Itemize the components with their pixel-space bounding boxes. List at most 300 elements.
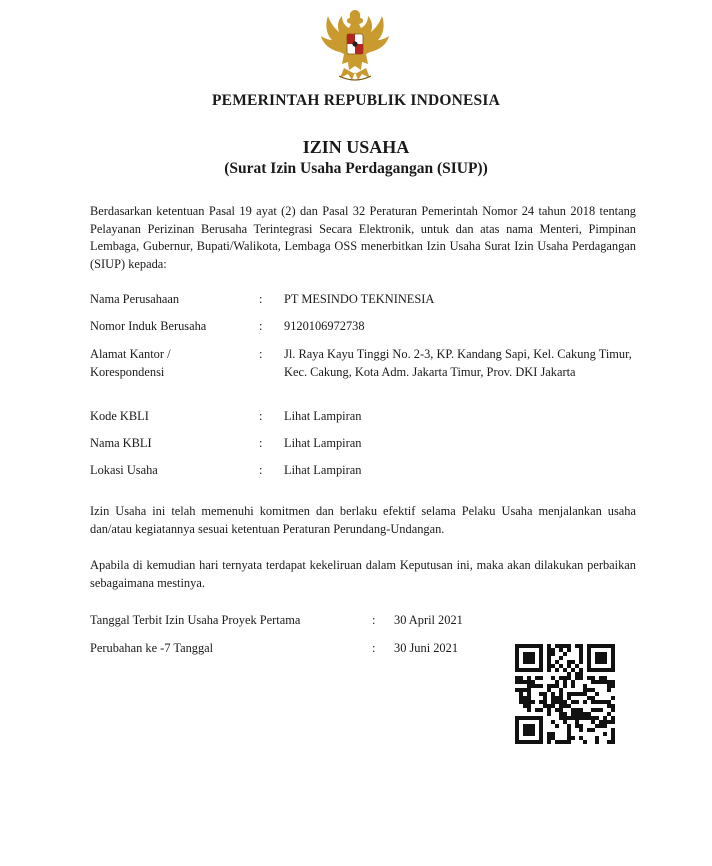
qr-module	[519, 700, 523, 704]
qr-module	[535, 740, 539, 744]
qr-module	[611, 660, 615, 664]
qr-module	[575, 664, 579, 668]
qr-module	[539, 652, 543, 656]
qr-module	[539, 656, 543, 660]
qr-module	[543, 700, 547, 704]
qr-module	[527, 728, 531, 732]
qr-module	[567, 736, 571, 740]
qr-module	[523, 644, 527, 648]
qr-module	[575, 716, 579, 720]
qr-module	[551, 676, 555, 680]
qr-module	[587, 728, 591, 732]
qr-module	[567, 660, 571, 664]
qr-module	[583, 692, 587, 696]
qr-module	[571, 680, 575, 684]
qr-module	[595, 692, 599, 696]
qr-module	[531, 716, 535, 720]
qr-module	[587, 668, 591, 672]
qr-module	[591, 700, 595, 704]
qr-module	[527, 684, 531, 688]
qr-module	[551, 692, 555, 696]
qr-module	[523, 704, 527, 708]
qr-module	[611, 656, 615, 660]
qr-module	[519, 696, 523, 700]
qr-module	[591, 688, 595, 692]
qr-module	[515, 656, 519, 660]
qr-module	[527, 696, 531, 700]
qr-module	[523, 652, 527, 656]
qr-module	[515, 648, 519, 652]
qr-module	[579, 708, 583, 712]
qr-module	[611, 680, 615, 684]
qr-module	[583, 688, 587, 692]
qr-module	[587, 688, 591, 692]
qr-module	[603, 656, 607, 660]
qr-module	[515, 716, 519, 720]
qr-module	[595, 700, 599, 704]
qr-module	[559, 644, 563, 648]
field-colon: :	[259, 347, 263, 361]
qr-module	[611, 684, 615, 688]
qr-module	[527, 708, 531, 712]
qr-module	[539, 716, 543, 720]
qr-module	[547, 656, 551, 660]
qr-module	[571, 716, 575, 720]
qr-module	[571, 708, 575, 712]
qr-module	[611, 668, 615, 672]
qr-module	[539, 660, 543, 664]
qr-module	[519, 716, 523, 720]
qr-module	[571, 668, 575, 672]
qr-module	[527, 704, 531, 708]
qr-module	[515, 668, 519, 672]
qr-module	[595, 740, 599, 744]
qr-module	[567, 740, 571, 744]
qr-module	[527, 716, 531, 720]
qr-module	[527, 680, 531, 684]
qr-module	[559, 676, 563, 680]
qr-module	[567, 724, 571, 728]
qr-module	[591, 720, 595, 724]
qr-module	[611, 720, 615, 724]
qr-module	[551, 696, 555, 700]
qr-module	[523, 680, 527, 684]
qr-module	[595, 680, 599, 684]
qr-module	[587, 656, 591, 660]
qr-module	[559, 712, 563, 716]
qr-module	[515, 660, 519, 664]
qr-module	[551, 648, 555, 652]
qr-module	[539, 708, 543, 712]
qr-module	[523, 716, 527, 720]
qr-module	[527, 660, 531, 664]
qr-module	[523, 740, 527, 744]
qr-module	[519, 740, 523, 744]
field-label: Alamat Kantor / Korespondensi	[90, 347, 171, 379]
qr-module	[603, 724, 607, 728]
qr-module	[531, 668, 535, 672]
field-colon: :	[259, 409, 263, 423]
qr-module	[579, 672, 583, 676]
qr-module	[587, 644, 591, 648]
qr-module	[571, 684, 575, 688]
qr-module	[603, 668, 607, 672]
qr-module	[567, 704, 571, 708]
qr-module	[551, 704, 555, 708]
qr-module	[591, 676, 595, 680]
qr-module	[563, 668, 567, 672]
qr-module	[599, 656, 603, 660]
qr-module	[603, 700, 607, 704]
qr-module	[523, 700, 527, 704]
qr-module	[515, 664, 519, 668]
qr-module	[559, 716, 563, 720]
qr-module	[551, 732, 555, 736]
qr-module	[551, 700, 555, 704]
qr-module	[611, 708, 615, 712]
qr-module	[579, 676, 583, 680]
date-colon: :	[372, 613, 376, 627]
qr-module	[531, 684, 535, 688]
qr-module	[599, 700, 603, 704]
qr-module	[515, 680, 519, 684]
qr-module	[559, 704, 563, 708]
field-label: Nama Perusahaan	[90, 292, 180, 306]
qr-module	[579, 652, 583, 656]
field-colon: :	[259, 319, 263, 333]
qr-module	[595, 656, 599, 660]
qr-module	[591, 680, 595, 684]
qr-module	[527, 700, 531, 704]
qr-module	[611, 644, 615, 648]
qr-module	[531, 652, 535, 656]
qr-module	[579, 716, 583, 720]
qr-module	[563, 712, 567, 716]
correction-paragraph: Apabila di kemudian hari ternyata terdapat kekeliruan dalam Keputusan ini, maka akan dilakukan perbaikan sebagaimana mestinya.	[90, 558, 636, 590]
qr-module	[595, 652, 599, 656]
qr-module	[567, 676, 571, 680]
qr-module	[559, 696, 563, 700]
qr-module	[535, 644, 539, 648]
qr-module	[591, 708, 595, 712]
qr-module	[575, 700, 579, 704]
qr-module	[539, 724, 543, 728]
qr-module	[519, 676, 523, 680]
qr-module	[575, 692, 579, 696]
field-label: Nama KBLI	[90, 436, 152, 450]
qr-module	[535, 684, 539, 688]
qr-module	[583, 716, 587, 720]
qr-module	[583, 712, 587, 716]
qr-module	[559, 692, 563, 696]
qr-module	[555, 700, 559, 704]
qr-module	[547, 736, 551, 740]
qr-module	[575, 720, 579, 724]
qr-module	[575, 712, 579, 716]
qr-module	[527, 740, 531, 744]
qr-module	[603, 644, 607, 648]
qr-module	[607, 684, 611, 688]
qr-module	[547, 704, 551, 708]
qr-module	[547, 688, 551, 692]
qr-module	[563, 644, 567, 648]
qr-module	[515, 652, 519, 656]
qr-module	[571, 660, 575, 664]
qr-module	[519, 668, 523, 672]
qr-module	[535, 668, 539, 672]
qr-module	[567, 728, 571, 732]
qr-module	[611, 716, 615, 720]
field-value: Jl. Raya Kayu Tinggi No. 2-3, KP. Kandang Sapi, Kel. Cakung Timur, Kec. Cakung, Kota Adm. Jakarta Timur, Prov. DKI Jakarta	[284, 347, 632, 379]
qr-module	[539, 732, 543, 736]
qr-module	[611, 696, 615, 700]
document-title: IZIN USAHA	[302, 137, 410, 157]
qr-module	[527, 656, 531, 660]
qr-module	[567, 648, 571, 652]
qr-module	[595, 736, 599, 740]
date-value: 30 Juni 2021	[394, 641, 459, 655]
qr-module	[539, 644, 543, 648]
qr-module	[579, 712, 583, 716]
qr-module	[547, 664, 551, 668]
qr-module	[559, 700, 563, 704]
qr-module	[599, 720, 603, 724]
qr-module	[583, 740, 587, 744]
qr-module	[611, 736, 615, 740]
qr-module	[539, 736, 543, 740]
qr-module	[575, 644, 579, 648]
qr-module	[563, 676, 567, 680]
qr-module	[567, 672, 571, 676]
qr-module	[595, 708, 599, 712]
qr-code-icon	[515, 643, 615, 745]
qr-module	[583, 700, 587, 704]
qr-module	[563, 700, 567, 704]
qr-module	[547, 712, 551, 716]
qr-module	[543, 696, 547, 700]
qr-module	[607, 688, 611, 692]
qr-module	[547, 652, 551, 656]
qr-module	[547, 660, 551, 664]
qr-module	[515, 644, 519, 648]
qr-module	[567, 716, 571, 720]
qr-module	[575, 676, 579, 680]
qr-module	[563, 716, 567, 720]
qr-module	[535, 716, 539, 720]
qr-module	[527, 676, 531, 680]
document-subtitle: (Surat Izin Usaha Perdagangan (SIUP))	[224, 160, 488, 177]
qr-module	[607, 668, 611, 672]
qr-module	[539, 676, 543, 680]
qr-module	[603, 652, 607, 656]
qr-module	[587, 712, 591, 716]
qr-module	[531, 740, 535, 744]
qr-module	[527, 668, 531, 672]
qr-module	[559, 740, 563, 744]
field-value: 9120106972738	[284, 319, 365, 333]
qr-module	[575, 724, 579, 728]
qr-module	[519, 644, 523, 648]
qr-module	[539, 700, 543, 704]
date-label: Perubahan ke -7 Tanggal	[90, 641, 214, 655]
qr-module	[563, 680, 567, 684]
qr-module	[555, 668, 559, 672]
qr-module	[551, 736, 555, 740]
qr-module	[547, 648, 551, 652]
qr-module	[567, 696, 571, 700]
qr-module	[559, 708, 563, 712]
qr-module	[519, 680, 523, 684]
qr-module	[539, 692, 543, 696]
qr-module	[587, 676, 591, 680]
date-value: 30 April 2021	[394, 613, 463, 627]
qr-module	[587, 660, 591, 664]
qr-module	[571, 692, 575, 696]
qr-module	[555, 660, 559, 664]
qr-module	[531, 724, 535, 728]
field-colon: :	[259, 436, 263, 450]
qr-module	[559, 688, 563, 692]
date-colon: :	[372, 641, 376, 655]
qr-module	[603, 680, 607, 684]
qr-module	[579, 728, 583, 732]
qr-module	[523, 660, 527, 664]
qr-module	[535, 676, 539, 680]
qr-module	[543, 692, 547, 696]
qr-module	[547, 684, 551, 688]
qr-module	[523, 696, 527, 700]
qr-module	[603, 660, 607, 664]
qr-module	[515, 728, 519, 732]
qr-module	[531, 656, 535, 660]
qr-module	[579, 644, 583, 648]
qr-module	[547, 708, 551, 712]
qr-module	[611, 732, 615, 736]
qr-module	[547, 668, 551, 672]
qr-module	[599, 708, 603, 712]
qr-module	[599, 680, 603, 684]
qr-module	[539, 728, 543, 732]
qr-module	[539, 740, 543, 744]
qr-module	[599, 676, 603, 680]
qr-module	[527, 692, 531, 696]
qr-module	[563, 704, 567, 708]
field-label: Nomor Induk Berusaha	[90, 319, 207, 333]
qr-module	[591, 696, 595, 700]
qr-module	[539, 668, 543, 672]
garuda-emblem-icon	[318, 6, 392, 84]
qr-module	[559, 656, 563, 660]
qr-module	[555, 740, 559, 744]
qr-module	[555, 708, 559, 712]
qr-module	[515, 740, 519, 744]
qr-module	[607, 680, 611, 684]
qr-module	[515, 724, 519, 728]
qr-module	[607, 740, 611, 744]
qr-module	[567, 732, 571, 736]
qr-module	[527, 688, 531, 692]
qr-module	[559, 664, 563, 668]
qr-module	[531, 700, 535, 704]
qr-module	[591, 644, 595, 648]
qr-module	[531, 660, 535, 664]
government-title: PEMERINTAH REPUBLIK INDONESIA	[212, 92, 500, 109]
qr-module	[587, 664, 591, 668]
field-colon: :	[259, 463, 263, 477]
qr-module	[579, 648, 583, 652]
qr-module	[555, 644, 559, 648]
qr-module	[607, 720, 611, 724]
qr-module	[587, 652, 591, 656]
qr-module	[519, 688, 523, 692]
qr-module	[547, 644, 551, 648]
qr-module	[575, 672, 579, 676]
qr-module	[527, 652, 531, 656]
qr-module	[603, 732, 607, 736]
qr-module	[595, 660, 599, 664]
qr-module	[587, 648, 591, 652]
qr-module	[575, 708, 579, 712]
qr-module	[515, 688, 519, 692]
qr-module	[603, 676, 607, 680]
qr-module	[519, 692, 523, 696]
qr-module	[567, 664, 571, 668]
qr-module	[591, 668, 595, 672]
qr-module	[523, 724, 527, 728]
qr-module	[523, 688, 527, 692]
qr-module	[539, 684, 543, 688]
qr-module	[563, 652, 567, 656]
qr-module	[523, 656, 527, 660]
qr-module	[515, 736, 519, 740]
qr-module	[579, 668, 583, 672]
qr-module	[531, 732, 535, 736]
qr-module	[579, 724, 583, 728]
qr-module	[531, 680, 535, 684]
qr-module	[607, 644, 611, 648]
intro-paragraph: Berdasarkan ketentuan Pasal 19 ayat (2) dan Pasal 32 Peraturan Pemerintah Nomor 24 tahun 2018 tentang Pelayanan Perizinan Berusaha Terintegrasi Secara Elektronik, untuk dan atas nama Menteri, Pimpinan Lembaga, Gubernur, Bupati/Walikota, Lembaga OSS menerbitkan Izin Usaha Surat Izin Usaha Perdagangan (SIUP) kepada:	[90, 204, 636, 271]
qr-module	[579, 692, 583, 696]
qr-module	[539, 720, 543, 724]
qr-module	[607, 712, 611, 716]
qr-module	[579, 736, 583, 740]
field-label: Kode KBLI	[90, 409, 149, 423]
qr-module	[571, 712, 575, 716]
qr-module	[603, 720, 607, 724]
qr-module	[523, 728, 527, 732]
qr-module	[599, 668, 603, 672]
qr-module	[591, 728, 595, 732]
qr-module	[599, 652, 603, 656]
qr-module	[555, 696, 559, 700]
qr-module	[531, 728, 535, 732]
qr-module	[603, 716, 607, 720]
qr-module	[579, 656, 583, 660]
qr-module	[551, 664, 555, 668]
qr-module	[583, 684, 587, 688]
qr-module	[551, 684, 555, 688]
qr-module	[563, 740, 567, 744]
qr-module	[563, 720, 567, 724]
qr-module	[587, 696, 591, 700]
field-colon: :	[259, 292, 263, 306]
qr-module	[571, 736, 575, 740]
qr-module	[595, 724, 599, 728]
field-value: Lihat Lampiran	[284, 409, 362, 423]
qr-module	[539, 664, 543, 668]
qr-module	[523, 668, 527, 672]
qr-module	[611, 664, 615, 668]
